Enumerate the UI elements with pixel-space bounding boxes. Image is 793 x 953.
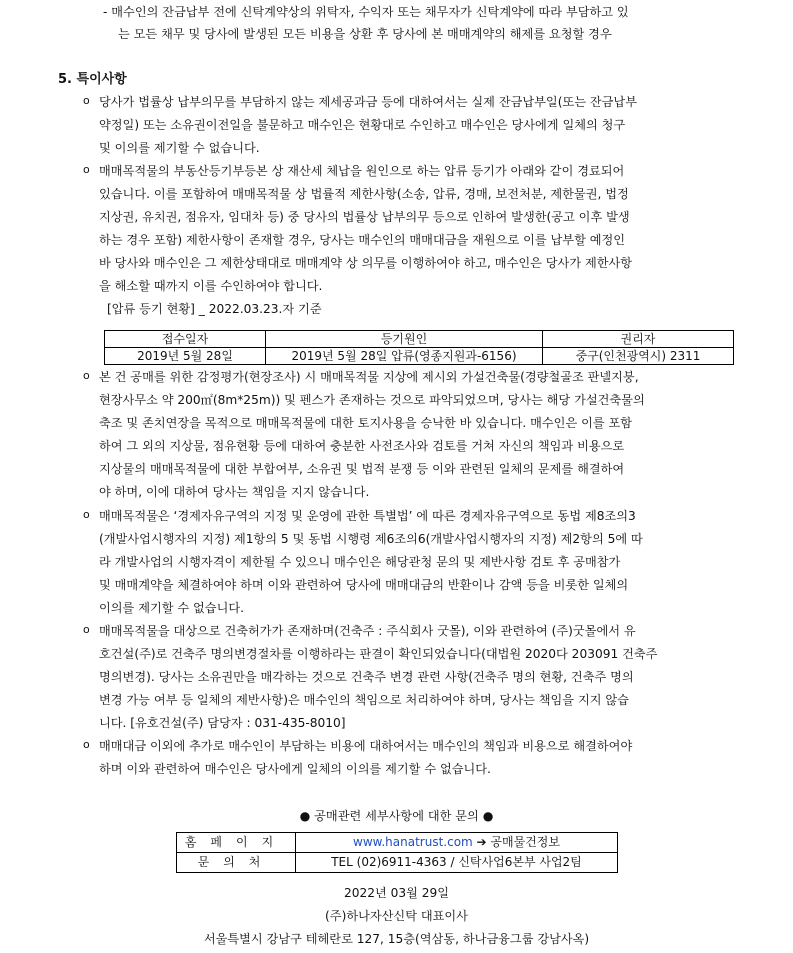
inquiry-label: 문의처 <box>177 853 296 873</box>
homepage-desc: 공매물건정보 <box>490 835 560 849</box>
item-2-line-4: 하는 경우 포함) 제한사항이 존재할 경우, 당사는 매수인의 매매대금을 재원으로 이를 납부할 예정인 <box>99 233 626 247</box>
seizure-table <box>104 330 734 365</box>
inquiry-title: ● 공매관련 세부사항에 대한 문의 ● <box>299 809 494 823</box>
item-3-line-4: 하여 그 외의 지상물, 점유현황 등에 대하여 충분한 사전조사와 검토를 거쳐 자신의 책임과 비용으로 <box>99 439 625 453</box>
item-2-line-5: 바 당사와 매수인은 그 제한상태대로 매매계약 상 의무를 이행하여야 하고, 매수인은 당사가 제한사항 <box>99 256 633 270</box>
item-3-line-6: 야 하며, 이에 대하여 당사는 책임을 지지 않습니다. <box>99 485 370 499</box>
table-header: 등기원인 <box>266 331 543 348</box>
item-2-line-2: 있습니다. 이를 포함하여 매매목적물 상 법률적 제한사항(소송, 압류, 경매, 보전처분, 제한물권, 법정 <box>99 187 629 201</box>
item-5-line-2: 호건설(주)로 건축주 명의변경절차를 이행하라는 판결이 확인되었습니다(대법원 2020다 203091 건축주 <box>99 647 658 661</box>
item-2-line-1: 매매목적물의 부동산등기부등본 상 재산세 체납을 원인으로 하는 압류 등기가 아래와 같이 경료되어 <box>99 164 625 178</box>
item-2-line-3: 지상권, 유치권, 점유자, 임대차 등) 중 당사의 법률상 납부의무 등으로 인하여 발생한(공고 이후 발생 <box>99 210 630 224</box>
bullet-icon: ο <box>83 163 90 176</box>
item-1-line-2: 약정일) 또는 소유권이전일을 불문하고 매수인은 현황대로 수인하고 매수인은 당사에게 일체의 청구 <box>99 118 626 132</box>
table-row <box>177 853 618 873</box>
item-2-line-6: 을 해소할 때까지 이를 수인하여야 합니다. <box>99 279 323 293</box>
item-4-line-5: 이의를 제기할 수 없습니다. <box>99 601 245 615</box>
inquiry-value: TEL (02)6911-4363 / 신탁사업6본부 사업2팀 <box>296 853 618 873</box>
item-4-line-2: (개발사업시행자의 지정) 제1항의 5 및 동법 시행령 제6조의6(개발사업시행자의 지정) 제2항의 5에 따 <box>99 532 643 546</box>
arrow-right-icon: ➔ <box>476 835 487 849</box>
item-6-line-2: 하며 이와 관련하여 매수인은 당사에게 일체의 이의를 제기할 수 없습니다. <box>99 762 491 776</box>
seizure-note: [압류 등기 현황] _ 2022.03.23.자 기준 <box>107 302 322 316</box>
item-3-line-2: 현장사무소 약 200㎡(8m*25m)) 및 펜스가 존재하는 것으로 파악되었으며, 당사는 해당 가설건축물의 <box>99 393 645 407</box>
table-cell: 중구(인천광역시) 2311 <box>543 348 734 365</box>
contact-table <box>176 832 618 873</box>
item-1-line-1: 당사가 법률상 납부의무를 부담하지 않는 제세공과금 등에 대하여서는 실제 잔금납부일(또는 잔금납부 <box>99 95 637 109</box>
bullet-icon: ο <box>83 623 90 636</box>
table-row <box>177 833 618 853</box>
footer-address: 서울특별시 강남구 테헤란로 127, 15층(역삼동, 하나금융그룹 강남사옥) <box>203 932 590 946</box>
item-3-line-3: 축조 및 존치연장을 목적으로 매매목적물에 대한 토지사용을 승낙한 바 있습니다. 매수인은 이를 포함 <box>99 416 633 430</box>
footer-company: (주)하나자산신탁 대표이사 <box>325 909 468 923</box>
item-5-line-3: 명의변경). 당사는 소유권만을 매각하는 것으로 건축주 변경 관련 사항(건축주 명의 현황, 건축주 명의 <box>99 670 634 684</box>
homepage-cell <box>296 833 618 853</box>
item-3-line-1: 본 건 공매를 위한 감정평가(현장조사) 시 매매목적물 지상에 제시외 가설건축물(경량철골조 판넬지붕, <box>99 370 639 384</box>
item-1-line-3: 및 이의를 제기할 수 없습니다. <box>99 141 260 155</box>
intro-line-2: 는 모든 채무 및 당사에 발생된 모든 비용을 상환 후 당사에 본 매매계약의 해제를 요청할 경우 <box>118 27 612 41</box>
bullet-icon: ο <box>83 508 90 521</box>
homepage-label: 홈페이지 <box>177 833 296 853</box>
item-6-line-1: 매매대금 이외에 추가로 매수인이 부담하는 비용에 대하여서는 매수인의 책임과 비용으로 해결하여야 <box>99 739 633 753</box>
item-4-line-4: 및 매매계약을 체결하여야 하며 이와 관련하여 당사에 매매대금의 반환이나 감액 등을 비롯한 일체의 <box>99 578 629 592</box>
item-5-line-4: 변경 가능 여부 등 일체의 제반사항)은 매수인의 책임으로 처리하여야 하며, 당사는 책임을 지지 않습 <box>99 693 629 707</box>
table-cell: 2019년 5월 28일 <box>105 348 266 365</box>
intro-line-1: - 매수인의 잔금납부 전에 신탁계약상의 위탁자, 수익자 또는 채무자가 신탁계약에 따라 부담하고 있 <box>103 5 629 19</box>
footer-date: 2022년 03월 29일 <box>343 886 450 900</box>
item-5-line-5: 니다. [유호건설(주) 담당자 : 031-435-8010] <box>99 716 346 730</box>
table-header: 권리자 <box>543 331 734 348</box>
item-4-line-3: 라 개발사업의 시행자격이 제한될 수 있으니 매수인은 해당관청 문의 및 제반사항 검토 후 공매참가 <box>99 555 621 569</box>
table-header: 접수일자 <box>105 331 266 348</box>
item-5-line-1: 매매목적물을 대상으로 건축허가가 존재하며(건축주 : 주식회사 굿몰), 이와 관련하여 (주)굿몰에서 유 <box>99 624 636 638</box>
bullet-icon: ο <box>83 738 90 751</box>
bullet-icon: ο <box>83 94 90 107</box>
section-heading: 5. 특이사항 <box>58 72 127 87</box>
table-row <box>105 348 734 365</box>
bullet-icon: ο <box>83 369 90 382</box>
item-3-line-5: 지상물의 매매목적물에 대한 부합여부, 소유권 및 법적 분쟁 등 이와 관련된 일체의 문제를 해결하여 <box>99 462 625 476</box>
table-cell: 2019년 5월 28일 압류(영종지원과-6156) <box>266 348 543 365</box>
homepage-link[interactable]: www.hanatrust.com <box>353 835 473 849</box>
item-4-line-1: 매매목적물은 ‘경제자유구역의 지정 및 운영에 관한 특별법’ 에 따른 경제자유구역으로 동법 제8조의3 <box>99 509 636 523</box>
table-header-row <box>105 331 734 348</box>
